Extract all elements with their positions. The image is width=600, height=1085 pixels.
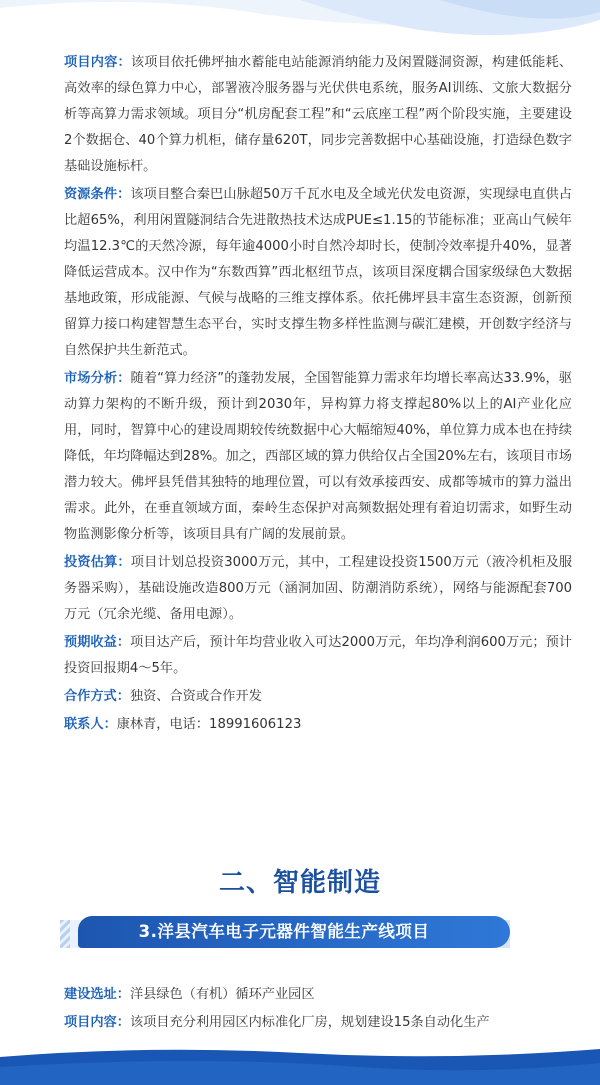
contact-text: 康林青，电话：18991606123 [116, 717, 302, 732]
resource-conditions-label: 资源条件 [64, 187, 118, 202]
cooperation-text: 独资、合资或合作开发 [129, 689, 262, 704]
investment-estimate-text: 项目计划总投资3000万元，其中，工程建设投资1500万元（液冷机柜及服务器采购），基础设施改造800万元（涵洞加固、防潮消防系统），网络与能源配套700万元（冗余光缆、备用电源）。 [64, 555, 573, 622]
market-analysis-paragraph: 市场分析：随着“算力经济”的蓬勃发展，全国智能算力需求年均增长率高达33.9%，驱动算力架构的不断升级，预计到2030年，异构算力将支撑起80%以上的AI产业化应用，同时，智算中心的建设周期较传统数据中心大幅缩短40%，单位算力成本也在持续降低，年均降幅达到28%。加之，西部区域的算力供给仅占全国20%左右，该项目市场潜力较大。佛坪县凭借其独特的地理位置，可以有效承接西安、成都等城市的算力溢出需求。此外，在垂直领域方面，秦岭生态保护对高频数据处理有着迫切需求，如野生动物监测影像分析等，该项目具有广阔的发展前景。 [64, 371, 573, 542]
project-3-content-paragraph: 项目内容：该项目充分利用园区内标准化厂房，规划建设15条自动化生产 [64, 1015, 490, 1030]
project-3-content-text: 该项目充分利用园区内标准化厂房，规划建设15条自动化生产 [129, 1015, 490, 1030]
resource-conditions-text: 该项目整合秦巴山脉超50万千瓦水电及全域光伏发电资源，实现绿电直供占比超65%，利用闲置隧洞结合先进散热技术达成PUE≤1.15的节能标准；亚高山气候年均温12.3℃的天然冷源，每年逾4000小时自然冷却时长，使制冷效率提升40%，显著降低运营成本。汉中作为“东数西算”西北枢纽节点，该项目深度耦合国家级绿色大数据基地政策，形成能源、气候与战略的三维支撑体系。依托佛坪县丰富生态资源，创新预留算力接口构建智慧生态平台，实时支撑生物多样性监测与碳汇建模，开创数字经济与自然保护共生新范式。 [64, 187, 573, 358]
project-3-content-label: 项目内容 [64, 1015, 117, 1030]
project-3-title: 3.洋县汽车电子元器件智能生产线项目 [138, 922, 430, 941]
market-analysis-label: 市场分析 [64, 371, 118, 386]
investment-estimate-label: 投资估算 [64, 555, 118, 570]
project-content-paragraph: 项目内容：该项目依托佛坪抽水蓄能电站能源消纳能力及闲置隧洞资源，构建低能耗、高效率的绿色算力中心，部署液冷服务器与光伏供电系统，服务AI训练、文旅大数据分析等高算力需求领域。项目分“机房配套工程”和“云底座工程”两个阶段实施，主要建设2个数据仓、40个算力机柜，储存量620T，同步完善数据中心基础设施，打造绿色数字基础设施标杆。 [64, 55, 573, 174]
bottom-wave-decoration [0, 1045, 600, 1085]
project-3-banner [60, 916, 510, 948]
project-content-text: 该项目依托佛坪抽水蓄能电站能源消纳能力及闲置隧洞资源，构建低能耗、高效率的绿色算力中心，部署液冷服务器与光伏供电系统，服务AI训练、文旅大数据分析等高算力需求领域。项目分“机房配套工程”和“云底座工程”两个阶段实施，主要建设2个数据仓、40个算力机柜，储存量620T，同步完善数据中心基础设施，打造绿色数字基础设施标杆。 [64, 55, 573, 174]
contact-paragraph: 联系人：康林青，电话：18991606123 [64, 717, 302, 732]
top-wave-decoration [0, 0, 600, 50]
project-2-details [64, 50, 572, 740]
construction-site-text: 洋县绿色（有机）循环产业园区 [129, 987, 315, 1002]
resource-conditions-paragraph: 资源条件：该项目整合秦巴山脉超50万千瓦水电及全域光伏发电资源，实现绿电直供占比超65%，利用闲置隧洞结合先进散热技术达成PUE≤1.15的节能标准；亚高山气候年均温12.3℃的天然冷源，每年逾4000小时自然冷却时长，使制冷效率提升40%，显著降低运营成本。汉中作为“东数西算”西北枢纽节点，该项目深度耦合国家级绿色大数据基地政策，形成能源、气候与战略的三维支撑体系。依托佛坪县丰富生态资源，创新预留算力接口构建智慧生态平台，实时支撑生物多样性监测与碳汇建模，开创数字经济与自然保护共生新范式。 [64, 187, 573, 358]
project-content-label: 项目内容 [64, 55, 118, 70]
construction-site-label: 建设选址 [64, 987, 117, 1002]
cooperation-label: 合作方式 [64, 689, 117, 704]
contact-label: 联系人 [64, 717, 104, 732]
market-analysis-text: 随着“算力经济”的蓬勃发展，全国智能算力需求年均增长率高达33.9%，驱动算力架构的不断升级，预计到2030年，异构算力将支撑起80%以上的AI产业化应用，同时，智算中心的建设周期较传统数据中心大幅缩短40%，单位算力成本也在持续降低，年均降幅达到28%。加之，西部区域的算力供给仅占全国20%左右，该项目市场潜力较大。佛坪县凭借其独特的地理位置，可以有效承接西安、成都等城市的算力溢出需求。此外，在垂直领域方面，秦岭生态保护对高频数据处理有着迫切需求，如野生动物监测影像分析等，该项目具有广阔的发展前景。 [64, 371, 573, 542]
cooperation-paragraph: 合作方式：独资、合资或合作开发 [64, 689, 262, 704]
project-3-details [64, 982, 572, 1038]
construction-site-paragraph: 建设选址：洋县绿色（有机）循环产业园区 [64, 987, 315, 1002]
expected-revenue-paragraph: 预期收益：项目达产后，预计年均营业收入可达2000万元，年均净利润600万元；预计投资回报期4～5年。 [64, 635, 573, 676]
investment-estimate-paragraph: 投资估算：项目计划总投资3000万元，其中，工程建设投资1500万元（液冷机柜及服务器采购），基础设施改造800万元（涵洞加固、防潮消防系统），网络与能源配套700万元（冗余光缆、备用电源）。 [64, 555, 573, 622]
expected-revenue-label: 预期收益 [64, 635, 117, 650]
expected-revenue-text: 项目达产后，预计年均营业收入可达2000万元，年均净利润600万元；预计投资回报期4～5年。 [64, 635, 573, 676]
section-title: 二、智能制造 [218, 868, 381, 898]
banner-stripe-decoration [60, 920, 70, 948]
